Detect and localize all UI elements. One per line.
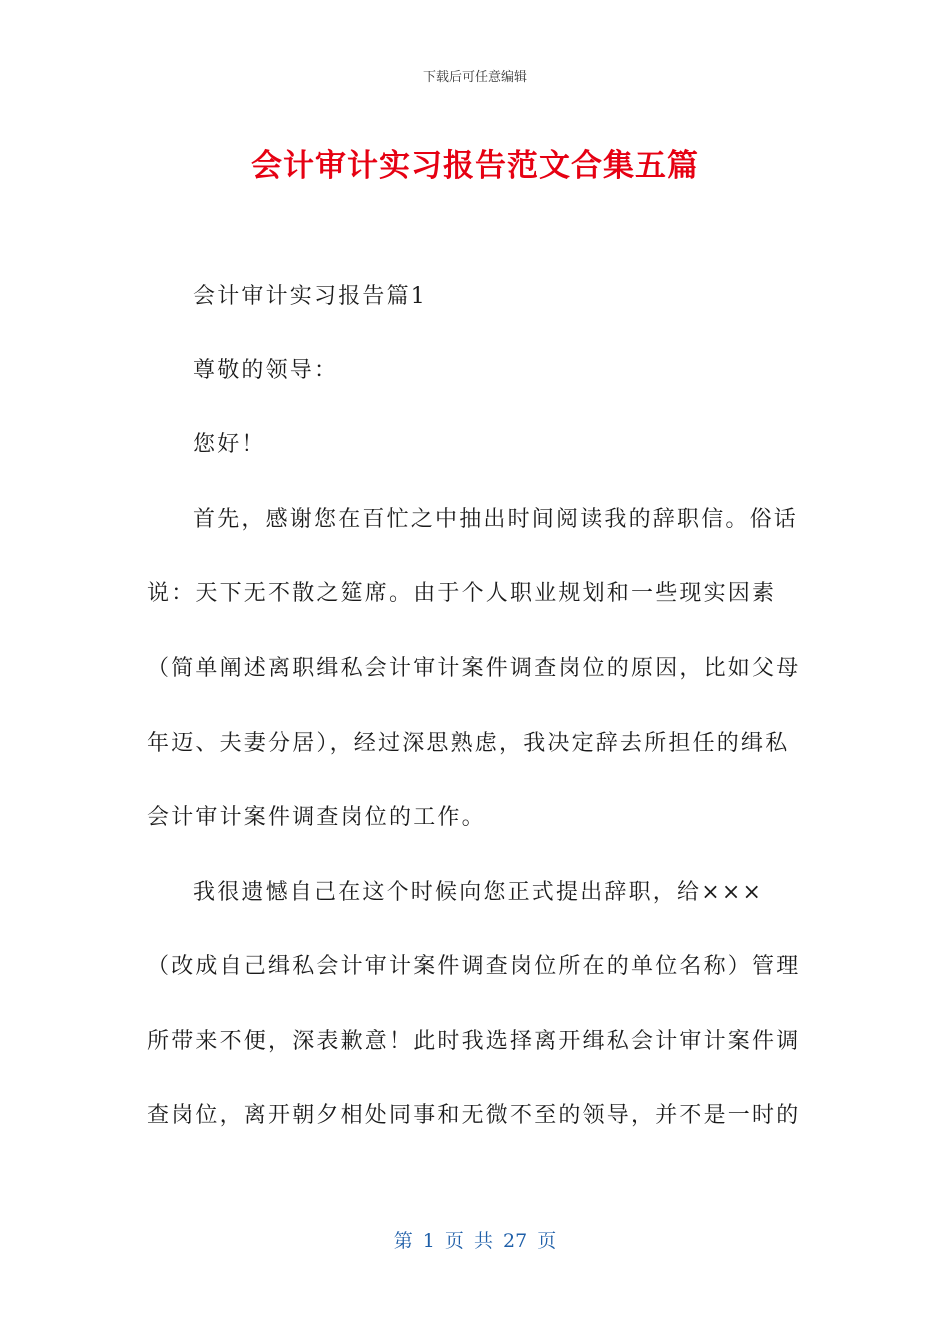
paragraph-line: 会计审计案件调查岗位的工作。	[147, 805, 486, 830]
paragraph-line: 首先，感谢您在百忙之中抽出时间阅读我的辞职信。俗话	[193, 507, 799, 532]
paragraph-line: 所带来不便，深表歉意！此时我选择离开缉私会计审计案件调	[147, 1029, 801, 1054]
paragraph-line: （改成自己缉私会计审计案件调查岗位所在的单位名称）管理	[147, 954, 801, 979]
paragraph-line: 说：天下无不散之筵席。由于个人职业规划和一些现实因素	[147, 581, 777, 606]
paragraph-line: （简单阐述离职缉私会计审计案件调查岗位的原因，比如父母	[147, 656, 801, 681]
greeting: 您好！	[193, 432, 266, 457]
paragraph-line: 年迈、夫妻分居），经过深思熟虑，我决定辞去所担任的缉私	[147, 731, 790, 756]
page-number-footer: 第 1 页 共 27 页	[393, 1230, 557, 1252]
paragraph-line: 查岗位，离开朝夕相处同事和无微不至的领导，并不是一时的	[147, 1103, 801, 1128]
salutation: 尊敬的领导：	[193, 358, 339, 383]
section-heading: 会计审计实习报告篇1	[193, 284, 427, 309]
document-title: 会计审计实习报告范文合集五篇	[251, 148, 699, 184]
paragraph-line: 我很遗憾自己在这个时候向您正式提出辞职，给×××	[193, 880, 764, 905]
header-note: 下载后可任意编辑	[422, 70, 527, 85]
